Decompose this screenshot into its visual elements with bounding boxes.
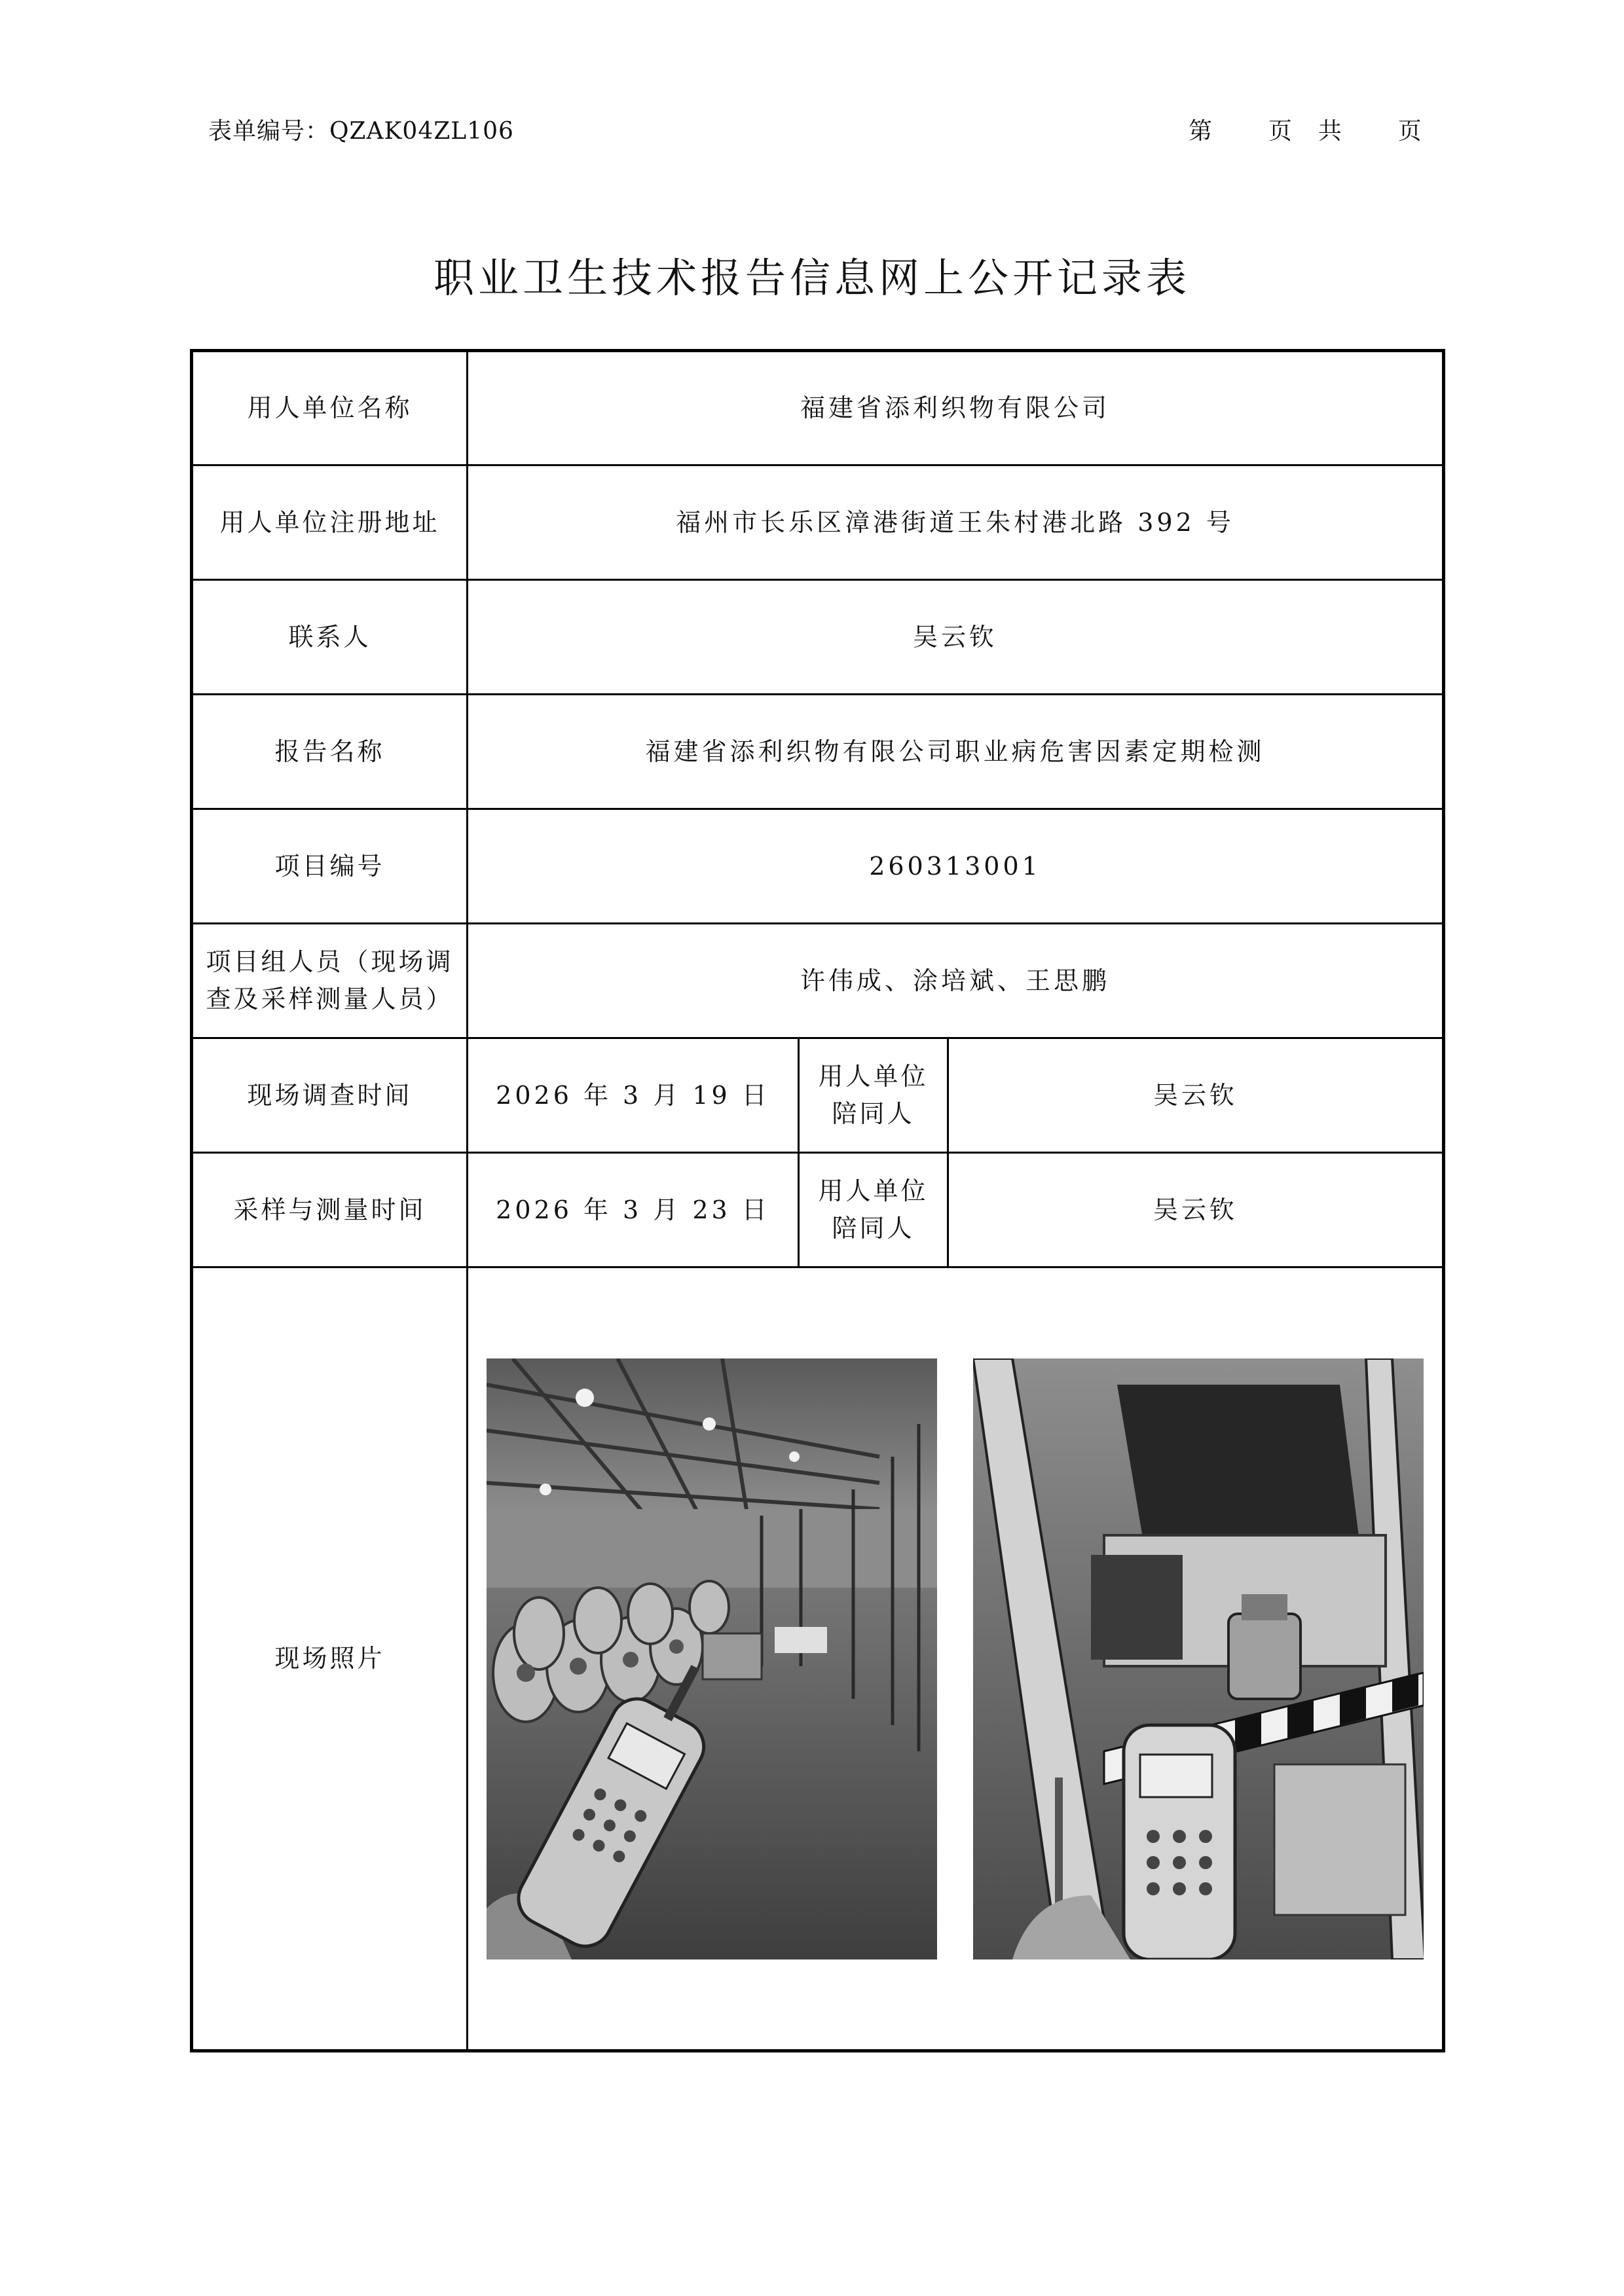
value-survey-escort: 吴云钦: [948, 1038, 1444, 1153]
site-photo-warehouse: [487, 1358, 937, 1959]
warehouse-photo-image: [487, 1358, 937, 1959]
value-employer-name: 福建省添利织物有限公司: [468, 351, 1444, 465]
page-ye2: 页: [1397, 118, 1422, 145]
value-team: 许伟成、涂培斌、王思鹏: [468, 924, 1444, 1038]
value-project-no: 260313001: [468, 809, 1444, 924]
value-survey-date: 2026 年 3 月 19 日: [468, 1038, 799, 1153]
row-sampling: [192, 1153, 1444, 1267]
row-employer-address: [192, 465, 1444, 580]
row-photos: [192, 1267, 1444, 2051]
page-gong: 共: [1318, 118, 1342, 145]
label-survey-escort-line1: 用人单位: [818, 1062, 929, 1091]
photos-container: [468, 1358, 1442, 1959]
row-team: [192, 924, 1444, 1038]
label-photos: 现场照片: [192, 1267, 468, 2051]
label-survey-escort-line2: 陪同人: [832, 1099, 915, 1128]
photos-cell: [468, 1267, 1444, 2051]
row-survey: [192, 1038, 1444, 1153]
value-sampling-escort: 吴云钦: [948, 1153, 1444, 1267]
label-project-no: 项目编号: [192, 809, 468, 924]
label-sampling-escort-line1: 用人单位: [818, 1176, 929, 1205]
value-report-name: 福建省添利织物有限公司职业病危害因素定期检测: [468, 695, 1444, 809]
page-ye: 页: [1268, 118, 1293, 145]
label-team-line1: 项目组人员（现场调: [206, 947, 454, 976]
record-table: [190, 349, 1445, 2052]
page-indicator: [1189, 113, 1422, 146]
page-title: 职业卫生技术报告信息网上公开记录表: [433, 254, 1190, 302]
form-number-value: QZAK04ZL106: [329, 118, 514, 145]
label-survey-time: 现场调查时间: [192, 1038, 468, 1153]
label-team: [192, 924, 468, 1038]
label-employer-name: 用人单位名称: [192, 351, 468, 465]
row-employer-name: [192, 351, 1444, 465]
label-sampling-escort: [799, 1153, 948, 1267]
page-di: 第: [1189, 118, 1213, 145]
value-contact: 吴云钦: [468, 580, 1444, 695]
row-project-no: [192, 809, 1444, 924]
row-contact: [192, 580, 1444, 695]
machine-photo-image: [973, 1358, 1424, 1959]
label-sampling-escort-line2: 陪同人: [832, 1214, 915, 1243]
label-employer-address: 用人单位注册地址: [192, 465, 468, 580]
row-report-name: [192, 695, 1444, 809]
form-number-label: 表单编号：: [208, 118, 330, 145]
value-employer-address: 福州市长乐区漳港街道王朱村港北路 392 号: [468, 465, 1444, 580]
label-contact: 联系人: [192, 580, 468, 695]
value-sampling-date: 2026 年 3 月 23 日: [468, 1153, 799, 1267]
label-report-name: 报告名称: [192, 695, 468, 809]
label-sampling-time: 采样与测量时间: [192, 1153, 468, 1267]
label-survey-escort: [799, 1038, 948, 1153]
site-photo-machine: [973, 1358, 1424, 1959]
form-number: [208, 113, 514, 146]
label-team-line2: 查及采样测量人员）: [206, 985, 454, 1013]
